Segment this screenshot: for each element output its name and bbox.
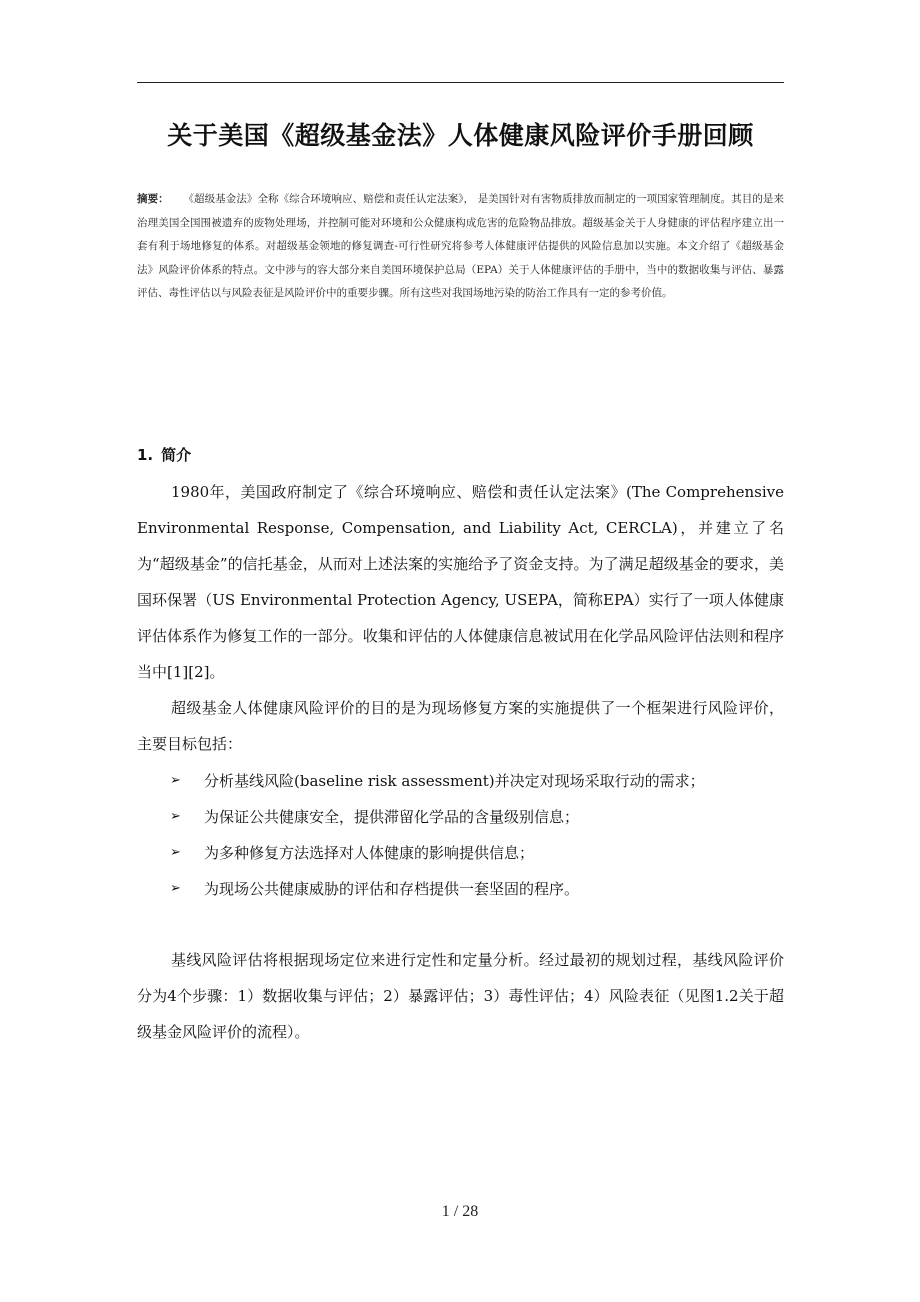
header-rule xyxy=(137,82,784,83)
list-item-text: 为保证公共健康安全，提供滞留化学品的含量级别信息； xyxy=(204,807,580,826)
list-item-text: 为多种修复方法选择对人体健康的影响提供信息； xyxy=(204,843,535,862)
paragraph-intro: 1980年，美国政府制定了《综合环境响应、赔偿和责任认定法案》(The Comprehensive Environmental Response, Compensation, and Liability Act, CERCLA)，并建立了名为“超级基金”的信托基金，从而对上述法案的实施给予了资金支持。为了满足超级基金的要求，美国环保署（US Environmental Protection Agency, USEPA，简称EPA）实行了一项人体健康评估体系作为修复工作的一部分。收集和评估的人体健康信息被试用在化学品风险评估法则和程序当中[1][2]。 xyxy=(137,483,784,681)
abstract xyxy=(137,188,784,306)
section-number: 1. xyxy=(137,446,154,464)
arrow-bullet-icon: ➢ xyxy=(170,880,181,896)
arrow-bullet-icon: ➢ xyxy=(170,808,181,824)
paragraph-objectives: 超级基金人体健康风险评价的目的是为现场修复方案的实施提供了一个框架进行风险评价，主要目标包括： xyxy=(137,699,784,753)
section-title: 简介 xyxy=(161,446,192,464)
page-number: 1 / 28 xyxy=(441,1203,479,1220)
section-heading xyxy=(137,444,191,465)
abstract-text: 《超级基金法》全称《综合环境响应、赔偿和责任认定法案》， 是美国针对有害物质排放而制定的一项国家管理制度。其目的是来治理美国全国围被遗弃的废物处理场，并控制可能对环境和公众健康构成危害的危险物品排放。超级基金关于人身健康的评估程序建立出一套有利于场地修复的体系。对超级基金领地的修复调查-可行性研究将参考人体健康评估提供的风险信息加以实施。本文介绍了《超级基金法》风险评价体系的特点。文中涉与的容大部分来自美国环境保护总局（EPA）关于人体健康评估的手册中，当中的数据收集与评估、暴露评估、毒性评估以与风险表征是风险评价中的重要步骤。所有这些对我国场地污染的防治工作具有一定的参考价值。 xyxy=(137,193,785,299)
arrow-bullet-icon: ➢ xyxy=(170,844,181,860)
list-item xyxy=(170,798,784,834)
objectives-list xyxy=(170,762,784,906)
list-item xyxy=(170,834,784,870)
list-item-text: 为现场公共健康威胁的评估和存档提供一套坚固的程序。 xyxy=(204,879,580,898)
arrow-bullet-icon: ➢ xyxy=(170,772,181,788)
list-item-text: 分析基线风险(baseline risk assessment)并决定对现场采取行动的需求； xyxy=(204,771,705,790)
document-title: 关于美国《超级基金法》人体健康风险评价手册回顾 xyxy=(167,121,754,150)
list-item xyxy=(170,762,784,798)
paragraph-baseline: 基线风险评估将根据现场定位来进行定性和定量分析。经过最初的规划过程，基线风险评价分为4个步骤：1）数据收集与评估；2）暴露评估；3）毒性评估；4）风险表征（见图1.2关于超级基金风险评价的流程）。 xyxy=(137,951,784,1041)
abstract-label: 摘要： xyxy=(137,193,169,205)
list-item xyxy=(170,870,784,906)
